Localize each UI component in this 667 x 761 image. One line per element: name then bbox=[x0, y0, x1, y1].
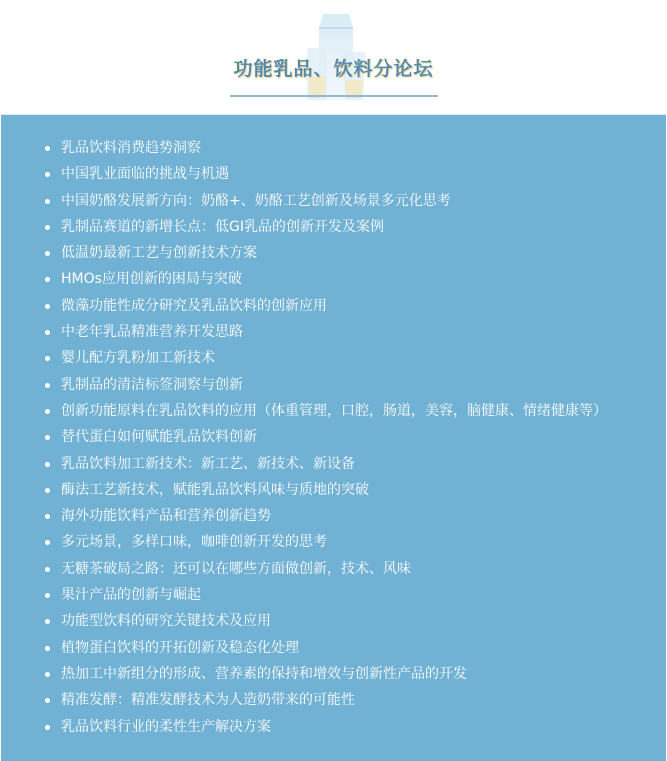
list-item: 中老年乳品精准营养开发思路 bbox=[45, 319, 652, 345]
list-item: 替代蛋白如何赋能乳品饮料创新 bbox=[45, 424, 652, 450]
list-item: 中国乳业面临的挑战与机遇 bbox=[45, 161, 652, 187]
list-item: 酶法工艺新技术，赋能乳品饮料风味与质地的突破 bbox=[45, 477, 652, 503]
list-item: 乳品饮料消费趋势洞察 bbox=[45, 135, 652, 161]
list-item: 植物蛋白饮料的开拓创新及稳态化处理 bbox=[45, 635, 652, 661]
list-item: 中国奶酪发展新方向：奶酪+、奶酪工艺创新及场景多元化思考 bbox=[45, 188, 652, 214]
page-title: 功能乳品、饮料分论坛 bbox=[233, 58, 434, 80]
list-item: 多元场景，多样口味，咖啡创新开发的思考 bbox=[45, 529, 652, 555]
list-item: 乳品饮料加工新技术：新工艺、新技术、新设备 bbox=[45, 451, 652, 477]
list-item: 果汁产品的创新与崛起 bbox=[45, 582, 652, 608]
list-item: 无糖茶破局之路：还可以在哪些方面做创新，技术、风味 bbox=[45, 556, 652, 582]
list-item: 创新功能原料在乳品饮料的应用（体重管理，口腔，肠道，美容，脑健康、情绪健康等） bbox=[45, 398, 652, 424]
list-item: 低温奶最新工艺与创新技术方案 bbox=[45, 240, 652, 266]
list-item: 热加工中新组分的形成、营养素的保持和增效与创新性产品的开发 bbox=[45, 661, 652, 687]
list-item: 微藻功能性成分研究及乳品饮料的创新应用 bbox=[45, 293, 652, 319]
list-item: 精准发酵：精准发酵技术为人造奶带来的可能性 bbox=[45, 687, 652, 713]
list-item: 海外功能饮料产品和营养创新趋势 bbox=[45, 503, 652, 529]
title-divider bbox=[230, 95, 438, 97]
list-item: 婴儿配方乳粉加工新技术 bbox=[45, 345, 652, 371]
topic-list bbox=[1, 115, 666, 740]
page-header bbox=[0, 0, 667, 114]
list-item: HMOs应用创新的困局与突破 bbox=[45, 266, 652, 292]
list-item: 乳制品赛道的新增长点：低GI乳品的创新开发及案例 bbox=[45, 214, 652, 240]
list-item: 功能型饮料的研究关键技术及应用 bbox=[45, 608, 652, 634]
list-item: 乳制品的清洁标签洞察与创新 bbox=[45, 372, 652, 398]
list-item: 乳品饮料行业的柔性生产解决方案 bbox=[45, 714, 652, 740]
topics-panel bbox=[1, 114, 666, 761]
